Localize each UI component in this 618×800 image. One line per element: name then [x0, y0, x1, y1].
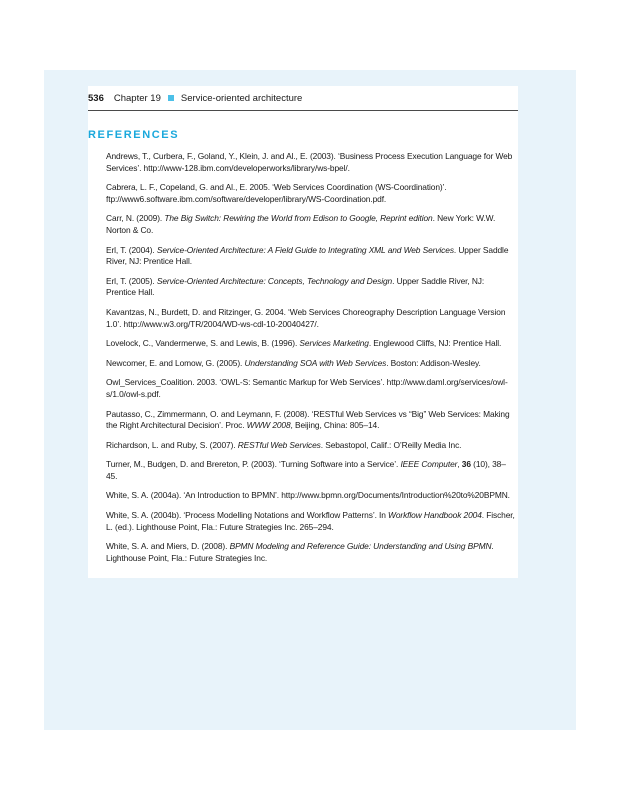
chapter-label: Chapter 19: [113, 92, 161, 104]
reference-text: IEEE Computer: [400, 459, 458, 470]
reference-text: WWW 2008: [246, 420, 291, 431]
reference-text: Andrews, T., Curbera, F., Goland, Y., Klein, J. and Al., E. (2003). ‘Business Process Execution Language for Web Services’. http://www-128.ibm.com/developerworks/library/ws-bpel/.: [106, 151, 513, 173]
reference-entry: [106, 440, 516, 452]
reference-text: Services Marketing: [299, 338, 369, 349]
reference-entry: [106, 182, 516, 205]
reference-entry: [106, 151, 516, 174]
page-content: [88, 86, 518, 578]
reference-text: Erl, T. (2005).: [106, 275, 157, 286]
reference-entry: [106, 377, 516, 400]
reference-text: Erl, T. (2004).: [106, 244, 157, 255]
reference-text: Pautasso, C., Zimmermann, O. and Leymann, F. (2008). ‘RESTful Web Services vs “Big” Web Services: Making the Right Architectural Decision’. Proc.: [106, 408, 510, 431]
reference-entry: [106, 213, 516, 236]
reference-text: Service-Oriented Architecture: A Field Guide to Integrating XML and Web Services: [156, 244, 454, 255]
reference-entry: [106, 490, 516, 502]
reference-text: Service-Oriented Architecture: Concepts, Technology and Design: [156, 275, 393, 286]
reference-text: Owl_Services_Coalition. 2003. ‘OWL-S: Semantic Markup for Web Services’. http://www.daml.org/services/owl-s/1.0/owl-s.pdf.: [106, 377, 508, 399]
reference-text: White, S. A. (2004b). ‘Process Modelling Notations and Workflow Patterns’. In: [106, 510, 389, 521]
reference-text: White, S. A. (2004a). ‘An Introduction to BPMN’. http://www.bpmn.org/Documents/Introduction%20to%20BPMN.: [106, 490, 510, 501]
reference-text: Turner, M., Budgen, D. and Brereton, P. (2003). ‘Turning Software into a Service’.: [106, 459, 401, 470]
reference-entry: [106, 358, 516, 370]
reference-entry: [106, 245, 516, 268]
reference-text: . Englewood Cliffs, NJ: Prentice Hall.: [368, 338, 502, 349]
section-title: REFERENCES: [88, 129, 180, 141]
reference-text: The Big Switch: Rewiring the World from Edison to Google, Reprint edition: [164, 213, 433, 224]
reference-text: . Boston: Addison-Wesley.: [386, 357, 481, 368]
reference-text: . Fischer, L. (ed.). Lighthouse Point, Fla.: Future Strategies Inc. 265–294.: [106, 510, 515, 532]
reference-entry: [106, 409, 516, 432]
reference-text: Newcomer, E. and Lomow, G. (2005).: [106, 357, 245, 368]
reference-text: (10), 38–45.: [106, 459, 506, 481]
reference-text: BPMN Modeling and Reference Guide: Understanding and Using BPMN: [229, 541, 492, 552]
reference-text: . Upper Saddle River, NJ: Prentice Hall.: [106, 244, 509, 267]
reference-text: ,: [457, 459, 462, 470]
separator-square-icon: [168, 95, 174, 101]
reference-text: Carr, N. (2009).: [106, 213, 165, 224]
page-number: 536: [88, 92, 104, 104]
reference-entry: [106, 510, 516, 533]
reference-text: White, S. A. and Miers, D. (2008).: [106, 541, 230, 552]
chapter-title: Service-oriented architecture: [180, 92, 303, 104]
reference-entry: [106, 541, 516, 564]
reference-text: . Sebastopol, Calif.: O’Reilly Media Inc.: [320, 439, 462, 450]
reference-text: Cabrera, L. F., Copeland, G. and Al., E. 2005. ‘Web Services Coordination (WS-Coordination)’. ftp://www6.software.ibm.com/software/developer/library/WS-Coordination.pdf.: [106, 182, 447, 204]
reference-entry: [106, 276, 516, 299]
reference-entry: [106, 338, 516, 350]
reference-text: RESTful Web Services: [237, 439, 321, 450]
reference-text: . Lighthouse Point, Fla.: Future Strategies Inc.: [106, 541, 494, 563]
reference-text: Lovelock, C., Vandermerwe, S. and Lewis, B. (1996).: [106, 338, 300, 349]
reference-list: [88, 151, 518, 578]
reference-entry: [106, 307, 516, 330]
reference-text: Kavantzas, N., Burdett, D. and Ritzinger, G. 2004. ‘Web Services Choreography Description Language Version 1.0’. http://www.w3.org/TR/2004/WD-ws-cdl-10-20040427/.: [106, 306, 506, 329]
reference-text: Understanding SOA with Web Services: [244, 357, 387, 368]
reference-text: Workflow Handbook 2004: [388, 510, 482, 521]
reference-text: , Beijing, China: 805–14.: [290, 420, 380, 431]
reference-entry: [106, 459, 516, 482]
running-header: [88, 86, 518, 111]
reference-text: . Upper Saddle River, NJ: Prentice Hall.: [106, 275, 485, 298]
reference-text: Richardson, L. and Ruby, S. (2007).: [106, 439, 238, 450]
reference-text: . New York: W.W. Norton & Co.: [106, 213, 496, 235]
reference-text: 36: [461, 459, 471, 470]
